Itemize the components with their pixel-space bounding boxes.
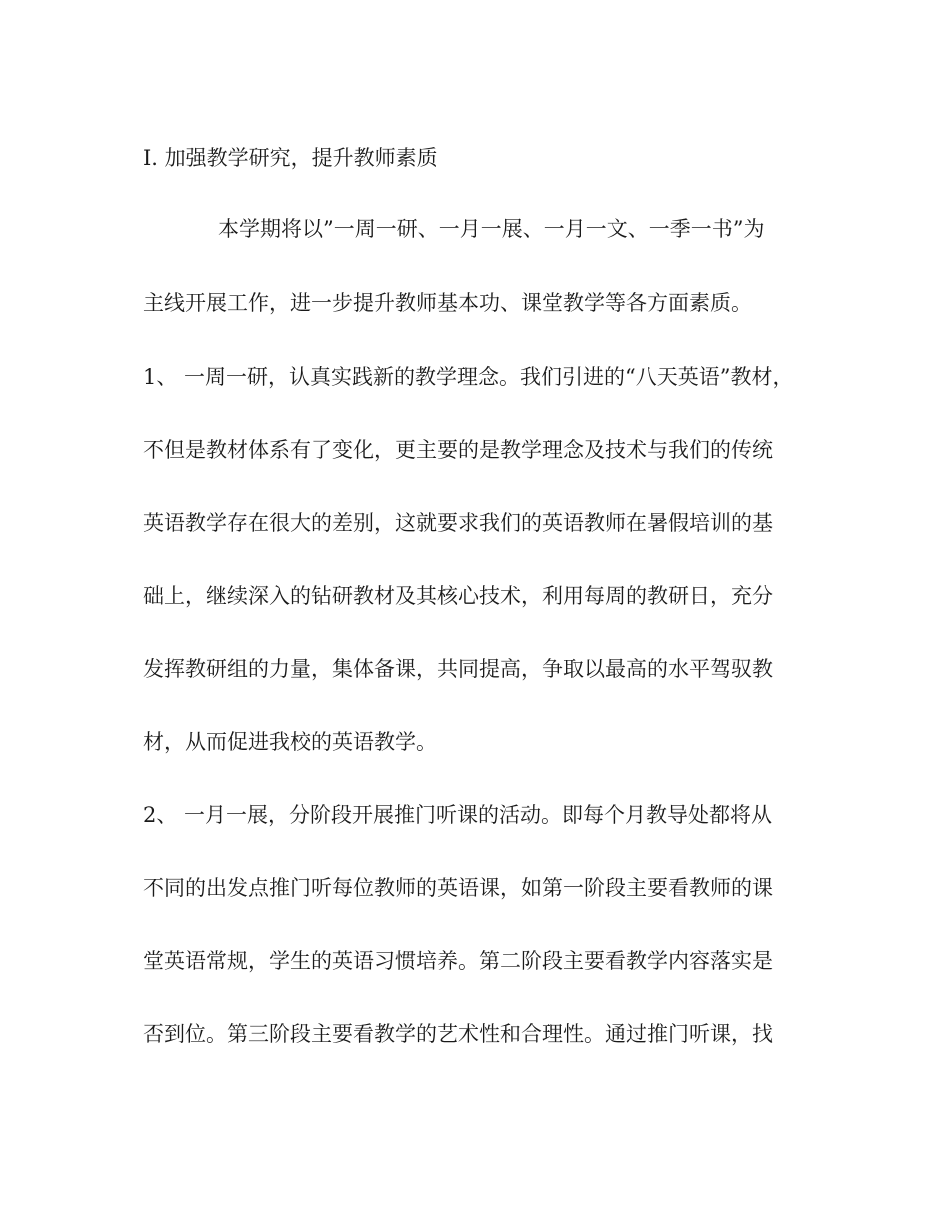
paragraph-line: 堂英语常规，学生的英语习惯培养。第二阶段主要看教学内容落实是 bbox=[143, 949, 773, 973]
paragraph-line: 1、 一周一研，认真实践新的教学理念。我们引进的“八天英语”教材， bbox=[143, 365, 794, 389]
section-heading: I. 加强教学研究，提升教师素质 bbox=[143, 146, 438, 170]
paragraph-line: 材，从而促进我校的英语教学。 bbox=[143, 730, 437, 754]
paragraph-line: 主线开展工作，进一步提升教师基本功、课堂教学等各方面素质。 bbox=[143, 291, 752, 315]
paragraph-line: 发挥教研组的力量，集体备课，共同提高，争取以最高的水平驾驭教 bbox=[143, 657, 773, 681]
paragraph-line: 否到位。第三阶段主要看教学的艺术性和合理性。通过推门听课，找 bbox=[143, 1022, 773, 1046]
paragraph-line: 本学期将以”一周一研、一月一展、一月一文、一季一书”为 bbox=[218, 217, 765, 241]
paragraph-line: 不同的出发点推门听每位教师的英语课，如第一阶段主要看教师的课 bbox=[143, 876, 773, 900]
paragraph-line: 不但是教材体系有了变化，更主要的是教学理念及技术与我们的传统 bbox=[143, 438, 773, 462]
paragraph-line: 英语教学存在很大的差别，这就要求我们的英语教师在暑假培训的基 bbox=[143, 511, 773, 535]
paragraph-line: 2、 一月一展，分阶段开展推门听课的活动。即每个月教导处都将从 bbox=[143, 803, 773, 827]
paragraph-line: 础上，继续深入的钻研教材及其核心技术，利用每周的教研日，充分 bbox=[143, 584, 773, 608]
